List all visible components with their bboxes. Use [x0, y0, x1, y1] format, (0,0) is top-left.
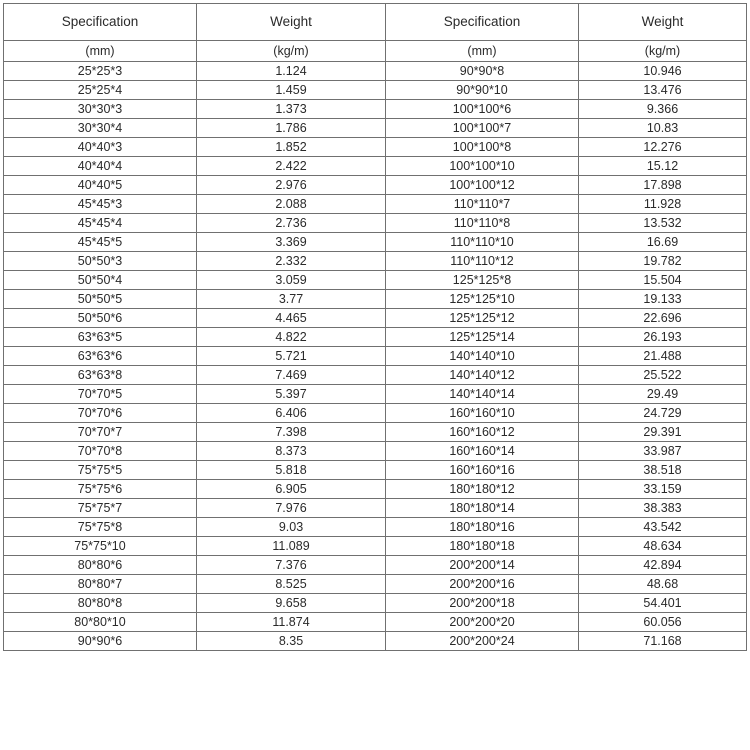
cell-weight-left: 1.373 — [197, 100, 386, 119]
cell-weight-left: 2.088 — [197, 195, 386, 214]
cell-specification-left: 75*75*10 — [4, 537, 197, 556]
cell-specification-left: 30*30*4 — [4, 119, 197, 138]
cell-weight-right: 43.542 — [579, 518, 747, 537]
table-row — [4, 518, 747, 537]
unit-specification-left: (mm) — [4, 41, 197, 62]
cell-specification-right: 110*110*8 — [386, 214, 579, 233]
cell-weight-right: 21.488 — [579, 347, 747, 366]
cell-specification-right: 180*180*18 — [386, 537, 579, 556]
header-specification-right: Specification — [386, 4, 579, 41]
unit-weight-right: (kg/m) — [579, 41, 747, 62]
cell-weight-right: 42.894 — [579, 556, 747, 575]
table-row — [4, 195, 747, 214]
cell-specification-right: 140*140*14 — [386, 385, 579, 404]
cell-specification-right: 110*110*12 — [386, 252, 579, 271]
cell-weight-right: 13.476 — [579, 81, 747, 100]
cell-specification-left: 75*75*5 — [4, 461, 197, 480]
cell-specification-right: 100*100*12 — [386, 176, 579, 195]
cell-specification-right: 140*140*12 — [386, 366, 579, 385]
table-row — [4, 556, 747, 575]
cell-specification-left: 75*75*7 — [4, 499, 197, 518]
cell-weight-left: 3.77 — [197, 290, 386, 309]
cell-weight-left: 1.852 — [197, 138, 386, 157]
cell-specification-right: 180*180*14 — [386, 499, 579, 518]
cell-specification-right: 100*100*6 — [386, 100, 579, 119]
table-row — [4, 290, 747, 309]
cell-weight-right: 33.159 — [579, 480, 747, 499]
table-row — [4, 233, 747, 252]
cell-weight-right: 10.83 — [579, 119, 747, 138]
table-row — [4, 461, 747, 480]
cell-specification-right: 90*90*10 — [386, 81, 579, 100]
cell-weight-right: 48.68 — [579, 575, 747, 594]
cell-specification-right: 125*125*12 — [386, 309, 579, 328]
cell-weight-right: 19.782 — [579, 252, 747, 271]
table-row — [4, 613, 747, 632]
cell-weight-left: 4.465 — [197, 309, 386, 328]
cell-weight-right: 13.532 — [579, 214, 747, 233]
cell-weight-left: 1.786 — [197, 119, 386, 138]
cell-weight-right: 71.168 — [579, 632, 747, 651]
cell-weight-left: 3.369 — [197, 233, 386, 252]
cell-weight-right: 60.056 — [579, 613, 747, 632]
cell-weight-right: 17.898 — [579, 176, 747, 195]
cell-specification-left: 45*45*3 — [4, 195, 197, 214]
cell-weight-right: 38.518 — [579, 461, 747, 480]
cell-specification-left: 30*30*3 — [4, 100, 197, 119]
cell-weight-right: 16.69 — [579, 233, 747, 252]
unit-weight-left: (kg/m) — [197, 41, 386, 62]
cell-weight-right: 33.987 — [579, 442, 747, 461]
cell-weight-right: 29.391 — [579, 423, 747, 442]
cell-weight-right: 19.133 — [579, 290, 747, 309]
cell-weight-right: 29.49 — [579, 385, 747, 404]
table-row — [4, 252, 747, 271]
cell-specification-right: 140*140*10 — [386, 347, 579, 366]
cell-specification-left: 63*63*8 — [4, 366, 197, 385]
cell-specification-left: 80*80*6 — [4, 556, 197, 575]
table-row — [4, 214, 747, 233]
cell-specification-left: 40*40*3 — [4, 138, 197, 157]
cell-specification-left: 50*50*5 — [4, 290, 197, 309]
cell-specification-left: 80*80*8 — [4, 594, 197, 613]
table-row — [4, 423, 747, 442]
cell-weight-left: 3.059 — [197, 271, 386, 290]
cell-weight-left: 2.976 — [197, 176, 386, 195]
cell-weight-left: 6.905 — [197, 480, 386, 499]
cell-weight-left: 1.459 — [197, 81, 386, 100]
cell-specification-left: 40*40*4 — [4, 157, 197, 176]
cell-specification-right: 110*110*7 — [386, 195, 579, 214]
cell-weight-left: 5.818 — [197, 461, 386, 480]
cell-specification-right: 160*160*12 — [386, 423, 579, 442]
cell-specification-right: 200*200*24 — [386, 632, 579, 651]
header-row — [4, 4, 747, 41]
cell-specification-left: 63*63*6 — [4, 347, 197, 366]
cell-weight-right: 22.696 — [579, 309, 747, 328]
cell-specification-right: 200*200*16 — [386, 575, 579, 594]
cell-specification-left: 45*45*4 — [4, 214, 197, 233]
cell-weight-right: 24.729 — [579, 404, 747, 423]
cell-specification-left: 70*70*5 — [4, 385, 197, 404]
cell-specification-left: 40*40*5 — [4, 176, 197, 195]
cell-weight-left: 7.976 — [197, 499, 386, 518]
angle-steel-weight-table — [3, 3, 747, 651]
cell-specification-right: 100*100*8 — [386, 138, 579, 157]
table-row — [4, 119, 747, 138]
cell-weight-left: 7.376 — [197, 556, 386, 575]
cell-specification-left: 75*75*8 — [4, 518, 197, 537]
cell-weight-left: 1.124 — [197, 62, 386, 81]
table-row — [4, 575, 747, 594]
table-row — [4, 632, 747, 651]
cell-specification-left: 50*50*4 — [4, 271, 197, 290]
table-row — [4, 157, 747, 176]
table-row — [4, 480, 747, 499]
cell-specification-right: 100*100*7 — [386, 119, 579, 138]
header-weight-right: Weight — [579, 4, 747, 41]
cell-weight-left: 7.469 — [197, 366, 386, 385]
table-row — [4, 499, 747, 518]
cell-weight-right: 10.946 — [579, 62, 747, 81]
cell-specification-right: 125*125*14 — [386, 328, 579, 347]
cell-specification-left: 25*25*4 — [4, 81, 197, 100]
cell-weight-right: 54.401 — [579, 594, 747, 613]
cell-specification-left: 45*45*5 — [4, 233, 197, 252]
cell-specification-right: 200*200*14 — [386, 556, 579, 575]
table-row — [4, 138, 747, 157]
cell-specification-right: 90*90*8 — [386, 62, 579, 81]
cell-specification-left: 80*80*10 — [4, 613, 197, 632]
table-row — [4, 100, 747, 119]
cell-specification-left: 25*25*3 — [4, 62, 197, 81]
table-row — [4, 81, 747, 100]
table-row — [4, 594, 747, 613]
cell-specification-right: 125*125*10 — [386, 290, 579, 309]
cell-specification-right: 160*160*10 — [386, 404, 579, 423]
cell-weight-left: 9.03 — [197, 518, 386, 537]
cell-weight-right: 15.504 — [579, 271, 747, 290]
table-row — [4, 347, 747, 366]
cell-specification-left: 90*90*6 — [4, 632, 197, 651]
cell-weight-left: 8.373 — [197, 442, 386, 461]
cell-specification-right: 100*100*10 — [386, 157, 579, 176]
cell-specification-left: 70*70*7 — [4, 423, 197, 442]
cell-specification-right: 110*110*10 — [386, 233, 579, 252]
cell-specification-right: 160*160*16 — [386, 461, 579, 480]
cell-specification-right: 180*180*12 — [386, 480, 579, 499]
table-row — [4, 309, 747, 328]
cell-specification-left: 70*70*6 — [4, 404, 197, 423]
cell-weight-left: 5.397 — [197, 385, 386, 404]
cell-weight-left: 11.089 — [197, 537, 386, 556]
cell-weight-right: 25.522 — [579, 366, 747, 385]
table-row — [4, 271, 747, 290]
cell-specification-left: 70*70*8 — [4, 442, 197, 461]
cell-weight-left: 4.822 — [197, 328, 386, 347]
header-weight-left: Weight — [197, 4, 386, 41]
cell-specification-left: 80*80*7 — [4, 575, 197, 594]
cell-weight-right: 12.276 — [579, 138, 747, 157]
cell-weight-right: 38.383 — [579, 499, 747, 518]
cell-specification-left: 50*50*6 — [4, 309, 197, 328]
cell-weight-left: 8.525 — [197, 575, 386, 594]
table-row — [4, 62, 747, 81]
table-row — [4, 385, 747, 404]
cell-weight-left: 9.658 — [197, 594, 386, 613]
table-row — [4, 328, 747, 347]
cell-weight-right: 9.366 — [579, 100, 747, 119]
cell-specification-left: 63*63*5 — [4, 328, 197, 347]
cell-weight-right: 15.12 — [579, 157, 747, 176]
cell-weight-right: 48.634 — [579, 537, 747, 556]
table-row — [4, 537, 747, 556]
cell-specification-right: 160*160*14 — [386, 442, 579, 461]
unit-specification-right: (mm) — [386, 41, 579, 62]
table-row — [4, 176, 747, 195]
cell-weight-right: 26.193 — [579, 328, 747, 347]
unit-row — [4, 41, 747, 62]
table-row — [4, 366, 747, 385]
cell-weight-left: 5.721 — [197, 347, 386, 366]
cell-weight-left: 2.332 — [197, 252, 386, 271]
table-row — [4, 442, 747, 461]
cell-specification-left: 50*50*3 — [4, 252, 197, 271]
cell-specification-right: 180*180*16 — [386, 518, 579, 537]
cell-weight-left: 2.422 — [197, 157, 386, 176]
cell-weight-left: 6.406 — [197, 404, 386, 423]
table-row — [4, 404, 747, 423]
header-specification-left: Specification — [4, 4, 197, 41]
cell-weight-left: 11.874 — [197, 613, 386, 632]
cell-weight-right: 11.928 — [579, 195, 747, 214]
cell-specification-right: 200*200*20 — [386, 613, 579, 632]
cell-weight-left: 8.35 — [197, 632, 386, 651]
cell-weight-left: 7.398 — [197, 423, 386, 442]
cell-specification-right: 200*200*18 — [386, 594, 579, 613]
cell-specification-right: 125*125*8 — [386, 271, 579, 290]
cell-specification-left: 75*75*6 — [4, 480, 197, 499]
cell-weight-left: 2.736 — [197, 214, 386, 233]
